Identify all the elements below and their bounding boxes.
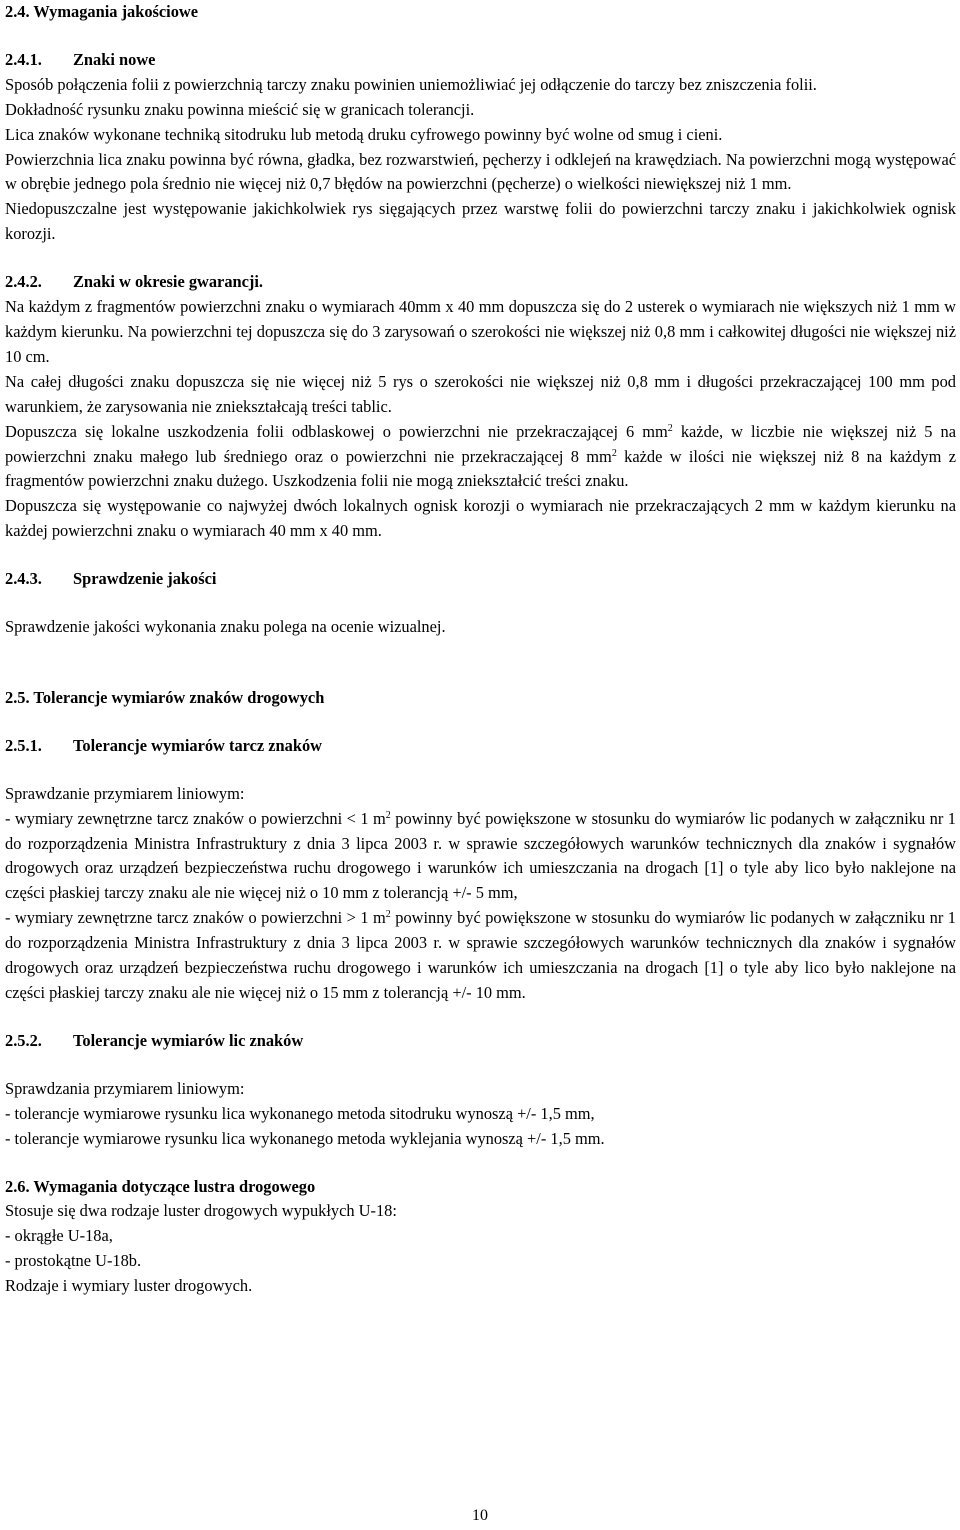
heading-2-4-2 bbox=[5, 270, 956, 295]
paragraph: Lica znaków wykonane techniką sitodruku lub metodą druku cyfrowego powinny być wolne od smug i cieni. bbox=[5, 124, 723, 144]
paragraph: Rodzaje i wymiary luster drogowych. bbox=[5, 1276, 253, 1296]
paragraph: Na każdym z fragmentów powierzchni znaku o wymiarach 40mm x 40 mm dopuszcza się do 2 usterek o wymiarach nie większych niż 1 mm w każdym kierunku. Na powierzchni tej dopuszcza się do 3 zarysowań o szerokości nie większej niż 0,8 mm i całkowitej długości nie większej niż 10 cm. bbox=[5, 297, 956, 366]
paragraph: Sposób połączenia folii z powierzchnią tarczy znaku powinien uniemożliwiać jej odłączenie do tarczy bez zniszczenia folii. bbox=[5, 74, 817, 94]
superscript: 2 bbox=[667, 422, 673, 434]
heading-title: Sprawdzenie jakości bbox=[73, 569, 217, 589]
paragraph: Na całej długości znaku dopuszcza się nie więcej niż 5 rys o szerokości nie większej niż 0,8 mm i długości przekraczającej 100 mm pod warunkiem, że zarysowania nie zniekształcają treści tablic. bbox=[5, 371, 956, 416]
list-item: - okrągłe U-18a, bbox=[5, 1226, 113, 1246]
text-run: powinny być powiększone w stosunku do wymiarów lic podanych w załączniku nr 1 do rozporządzenia Ministra Infrastruktury z dnia 3 lipca 2003 r. w sprawie szczegółowych warunków technicznych dla znaków i sygnałów drogowych oraz urządzeń bezpieczeństwa ruchu drogowego i warunków ich umieszczania na drogach [1] o tyle aby lico było naklejone na części płaskiej tarczy znaku ale nie więcej niż o 10 mm z tolerancją +/- 5 mm, bbox=[5, 808, 956, 903]
text-run: powinny być powiększone w stosunku do wymiarów lic podanych w załączniku nr 1 do rozporządzenia Ministra Infrastruktury z dnia 3 lipca 2003 r. w sprawie szczegółowych warunków technicznych dla znaków i sygnałów drogowych oraz urządzeń bezpieczeństwa ruchu drogowego i warunków ich umieszczania na drogach [1] o tyle aby lico było naklejone na części płaskiej tarczy znaku ale nie więcej niż o 15 mm z tolerancją +/- 10 mm. bbox=[5, 908, 956, 1002]
paragraph: Niedopuszczalne jest występowanie jakichkolwiek rys sięgających przez warstwę folii do powierzchni tarczy znaku i jakichkolwiek ognisk korozji. bbox=[5, 199, 956, 244]
heading-2-6: 2.6. Wymagania dotyczące lustra drogowego bbox=[5, 1176, 316, 1196]
paragraph: Dokładność rysunku znaku powinna mieścić się w granicach tolerancji. bbox=[5, 99, 475, 119]
heading-number: 2.4.1. bbox=[5, 49, 42, 69]
heading-title: Znaki nowe bbox=[73, 49, 156, 69]
superscript: 2 bbox=[385, 809, 391, 821]
paragraph bbox=[5, 906, 956, 1006]
text-run: każde w ilości nie większej niż 8 na każdym z fragmentów powierzchni znaku dużego. Uszkodzenia folii nie mogą zniekształcić treści znaku. bbox=[5, 446, 956, 491]
paragraph bbox=[5, 420, 956, 495]
heading-number: 2.4.2. bbox=[5, 272, 42, 292]
paragraph: Sprawdzenie jakości wykonania znaku polega na ocenie wizualnej. bbox=[5, 617, 446, 637]
list-item: - prostokątne U-18b. bbox=[5, 1251, 142, 1271]
heading-title: Tolerancje wymiarów tarcz znaków bbox=[73, 735, 322, 755]
paragraph: Stosuje się dwa rodzaje luster drogowych wypukłych U-18: bbox=[5, 1201, 397, 1221]
heading-2-5-2 bbox=[5, 1029, 956, 1054]
document-page bbox=[5, 0, 956, 1299]
heading-number: 2.4.3. bbox=[5, 569, 42, 589]
heading-2-5-1 bbox=[5, 734, 956, 759]
list-item: - tolerancje wymiarowe rysunku lica wykonanego metoda sitodruku wynoszą +/- 1,5 mm, bbox=[5, 1103, 595, 1123]
superscript: 2 bbox=[385, 909, 391, 921]
heading-title: Znaki w okresie gwarancji. bbox=[73, 272, 264, 292]
heading-2-4: 2.4. Wymagania jakościowe bbox=[5, 2, 199, 21]
text-run: każde, w liczbie nie większej niż 5 na powierzchni znaku małego lub średniego oraz o powierzchni nie przekraczającej 8 mm bbox=[5, 421, 956, 466]
paragraph bbox=[5, 807, 956, 907]
text-run: - wymiary zewnętrzne tarcz znaków o powierzchni < 1 m bbox=[5, 808, 386, 828]
paragraph: Sprawdzania przymiarem liniowym: bbox=[5, 1078, 245, 1098]
paragraph: Dopuszcza się występowanie co najwyżej dwóch lokalnych ognisk korozji o wymiarach nie przekraczających 2 mm w każdym kierunku na każdej powierzchni znaku o wymiarach 40 mm x 40 mm. bbox=[5, 496, 956, 541]
page-number: 10 bbox=[472, 1507, 488, 1524]
heading-number: 2.5.2. bbox=[5, 1030, 42, 1050]
heading-2-4-3 bbox=[5, 567, 956, 592]
paragraph: Powierzchnia lica znaku powinna być równa, gładka, bez rozwarstwień, pęcherzy i odklejeń na krawędziach. Na powierzchni mogą występować w obrębie jednego pola średnio nie więcej niż 0,7 błędów na powierzchni (pęcherze) o wielkości niewiększej niż 1 mm. bbox=[5, 149, 956, 194]
paragraph: Sprawdzanie przymiarem liniowym: bbox=[5, 783, 245, 803]
superscript: 2 bbox=[611, 447, 617, 459]
text-run: Dopuszcza się lokalne uszkodzenia folii odblaskowej o powierzchni nie przekraczającej 6 mm bbox=[5, 421, 668, 441]
list-item: - tolerancje wymiarowe rysunku lica wykonanego metoda wyklejania wynoszą +/- 1,5 mm. bbox=[5, 1128, 605, 1148]
heading-number: 2.5.1. bbox=[5, 735, 42, 755]
heading-2-5: 2.5. Tolerancje wymiarów znaków drogowych bbox=[5, 687, 325, 707]
heading-title: Tolerancje wymiarów lic znaków bbox=[73, 1030, 304, 1050]
text-run: - wymiary zewnętrzne tarcz znaków o powierzchni > 1 m bbox=[5, 908, 386, 928]
heading-2-4-1 bbox=[5, 48, 956, 73]
